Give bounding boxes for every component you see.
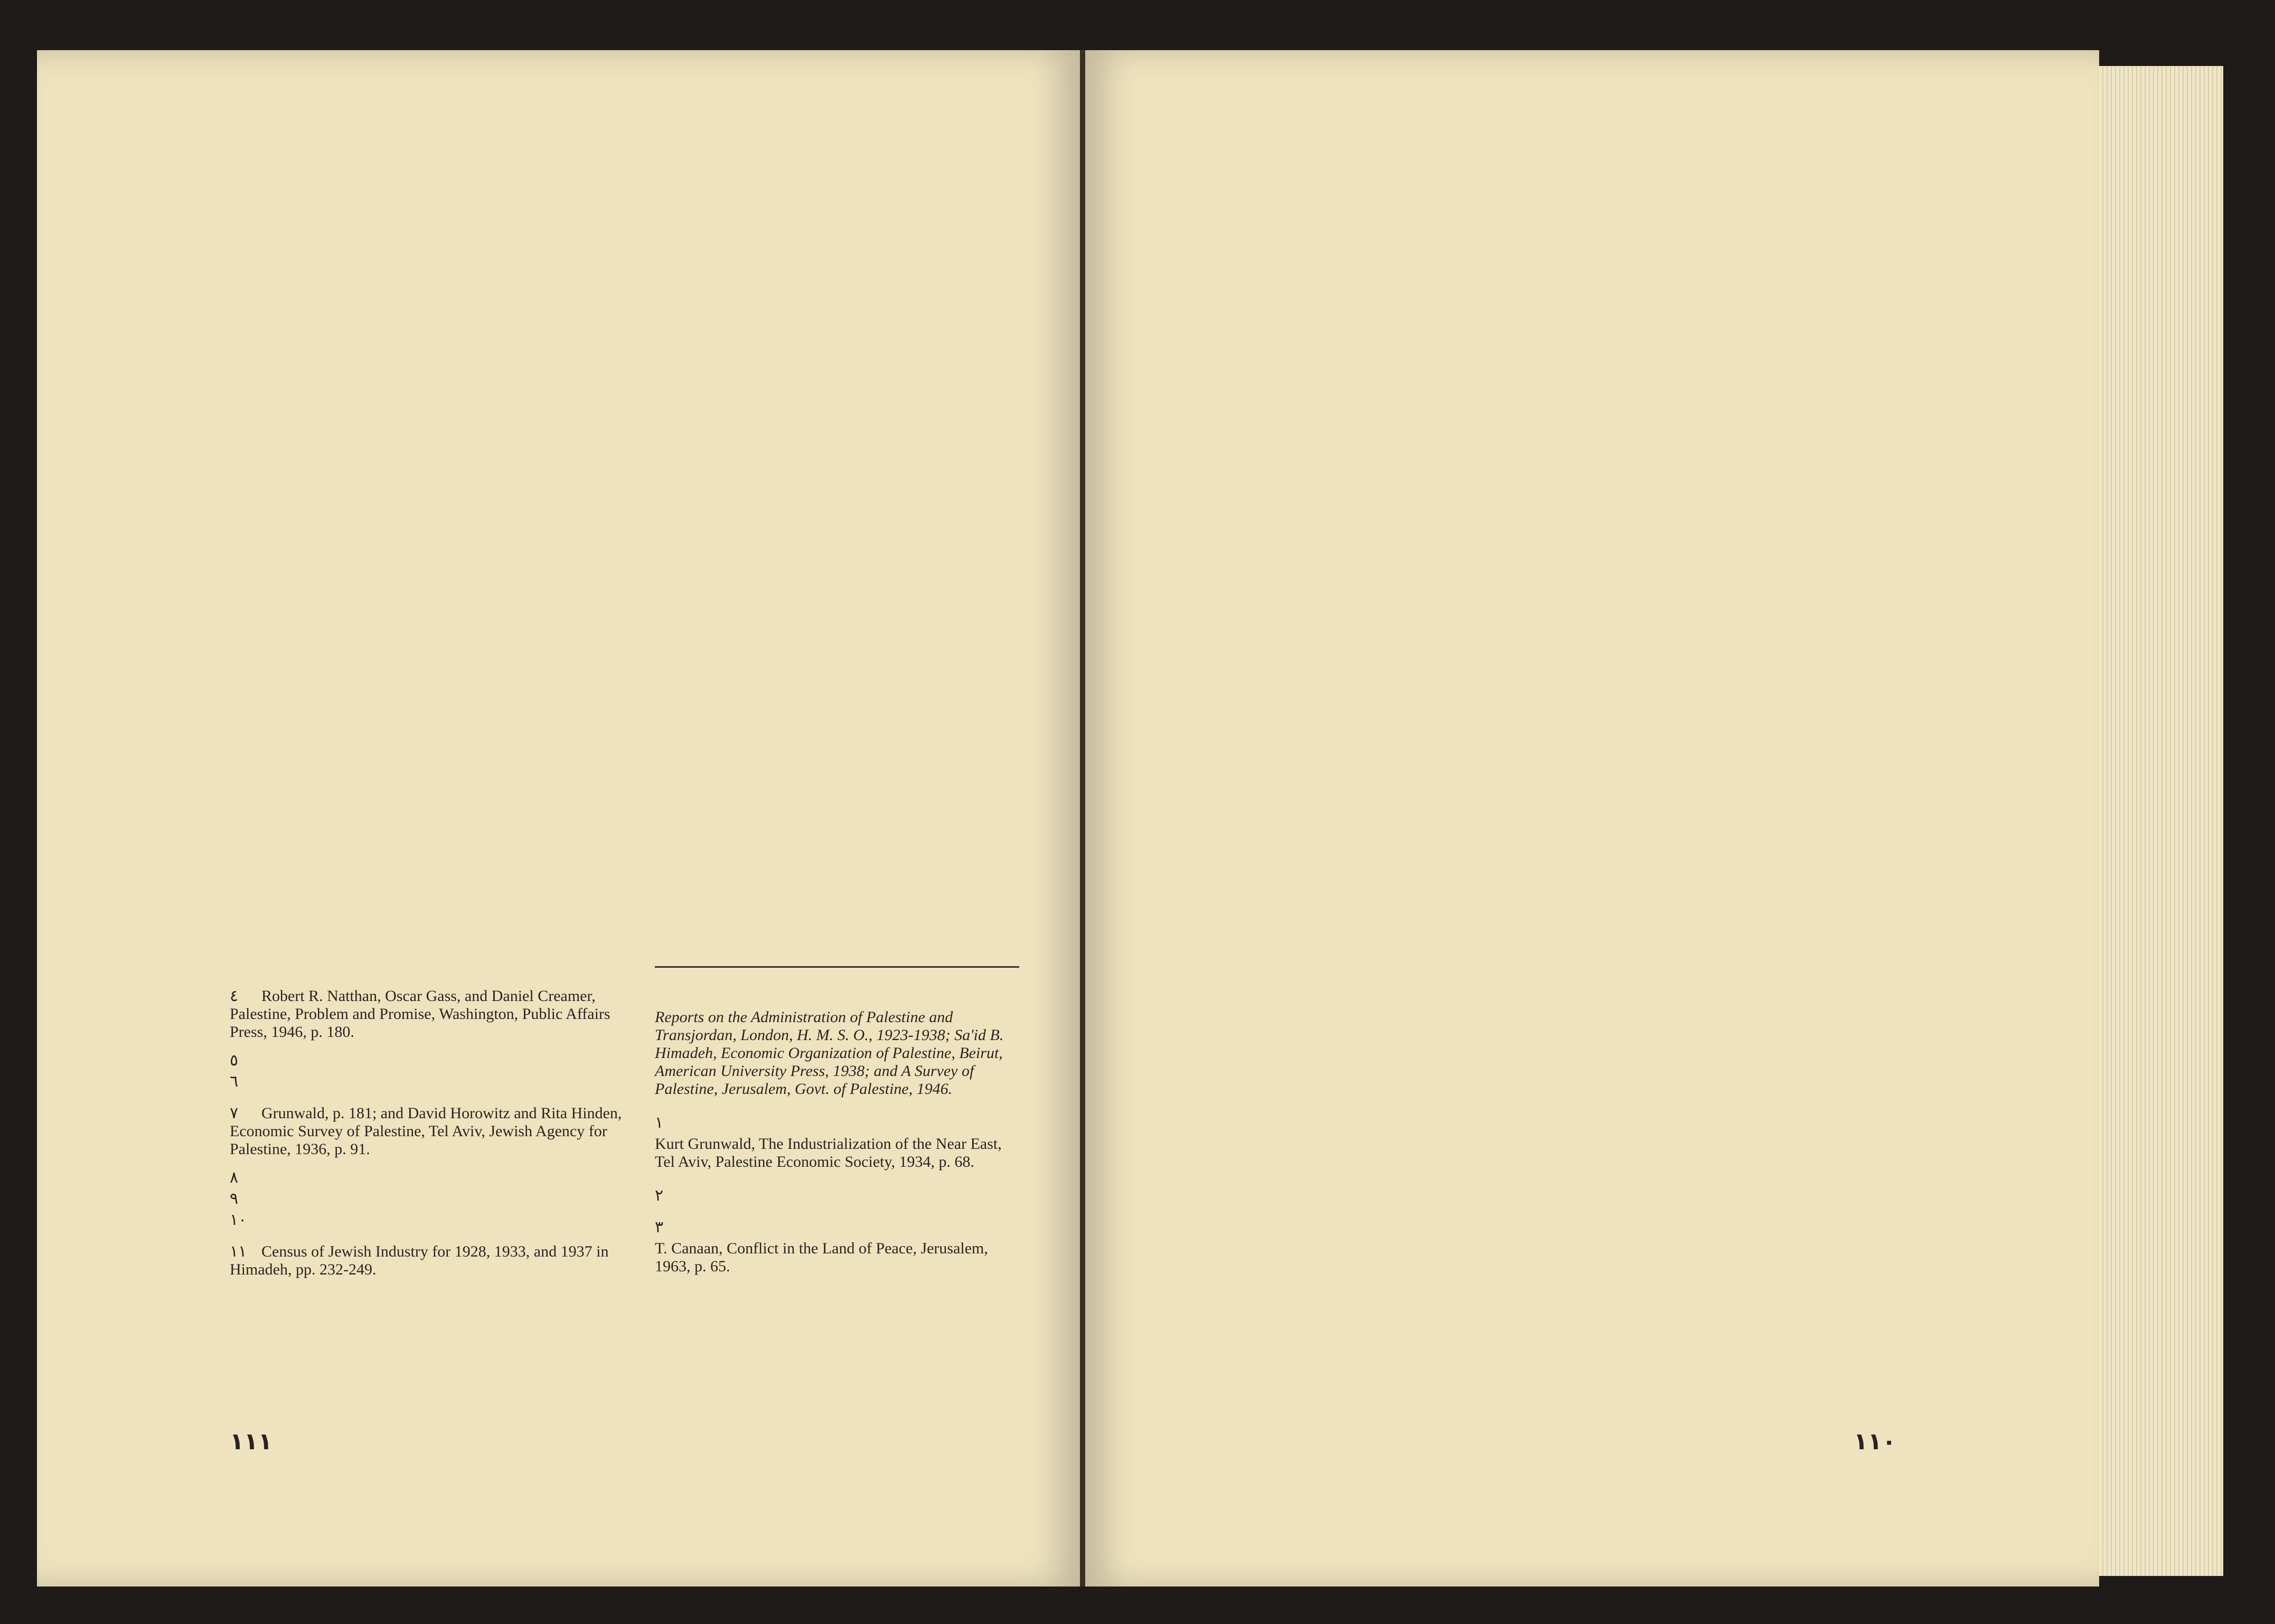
left-page-body (238, 164, 1019, 265)
page-edges (2099, 66, 2223, 1576)
body-paragraph (1122, 190, 1946, 211)
footnote-item: ١١ Census of Jewish Industry for 1928, 1933, and 1937 in Himadeh, pp. 232-249. (230, 1243, 609, 1278)
footnotes-column (655, 987, 1019, 1452)
footnote-item: ١ (655, 1114, 664, 1131)
footnote-item (655, 987, 1019, 1008)
book-gutter (1080, 50, 1085, 1587)
footnote-item: ٩ (230, 1190, 239, 1207)
page-number: ١١٠ (1854, 1428, 1896, 1455)
body-paragraph (1122, 156, 1946, 177)
footnote-item: ٢ (655, 1187, 664, 1204)
body-paragraph (238, 231, 1019, 252)
right-page (1085, 50, 2099, 1587)
footnote-item: ١٠ (230, 1211, 247, 1229)
footnote-item: ٤ Robert R. Natthan, Oscar Gass, and Daniel Creamer, Palestine, Problem and Promise, Washington, Public Affairs Press, 1946, p. 180. (230, 987, 610, 1041)
page-number: ١١١ (230, 1428, 272, 1455)
footnote-item: ٣ (655, 1219, 664, 1236)
left-page (37, 50, 1080, 1587)
footnote-item: ٧ Grunwald, p. 181; and David Horowitz and Rita Hinden, Economic Survey of Palestine, Tel Aviv, Jewish Agency for Palestine, 1936, p. 91. (230, 1104, 622, 1158)
body-paragraph (1122, 317, 1946, 338)
right-page-body (1122, 156, 1946, 351)
footnote-item: ٨ (230, 1169, 239, 1186)
footnote-item: ٥ (230, 1052, 239, 1069)
footnote-item: Kurt Grunwald, The Industrialization of the Near East, Tel Aviv, Palestine Economic Society, 1934, p. 68. (655, 1135, 1002, 1170)
body-paragraph (238, 197, 1019, 219)
footnotes-column (230, 987, 631, 1452)
body-paragraph (1122, 223, 1946, 244)
body-paragraph (238, 164, 1019, 185)
footnote-item: ٦ (230, 1073, 239, 1090)
footnote-rule (655, 966, 1019, 968)
open-book (37, 50, 2223, 1587)
section-heading (1122, 257, 1946, 278)
footnote-item: Reports on the Administration of Palestine and Transjordan, London, H. M. S. O., 1923-1938; Sa'id B. Himadeh, Economic Organization of Palestine, Beirut, American University Press, 1938; and A Survey of Palestine, Jerusalem, Govt. of Palestine, 1946. (655, 1008, 1004, 1098)
body-paragraph (1122, 284, 1946, 305)
footnote-item: T. Canaan, Conflict in the Land of Peace, Jerusalem, 1963, p. 65. (655, 1240, 988, 1275)
